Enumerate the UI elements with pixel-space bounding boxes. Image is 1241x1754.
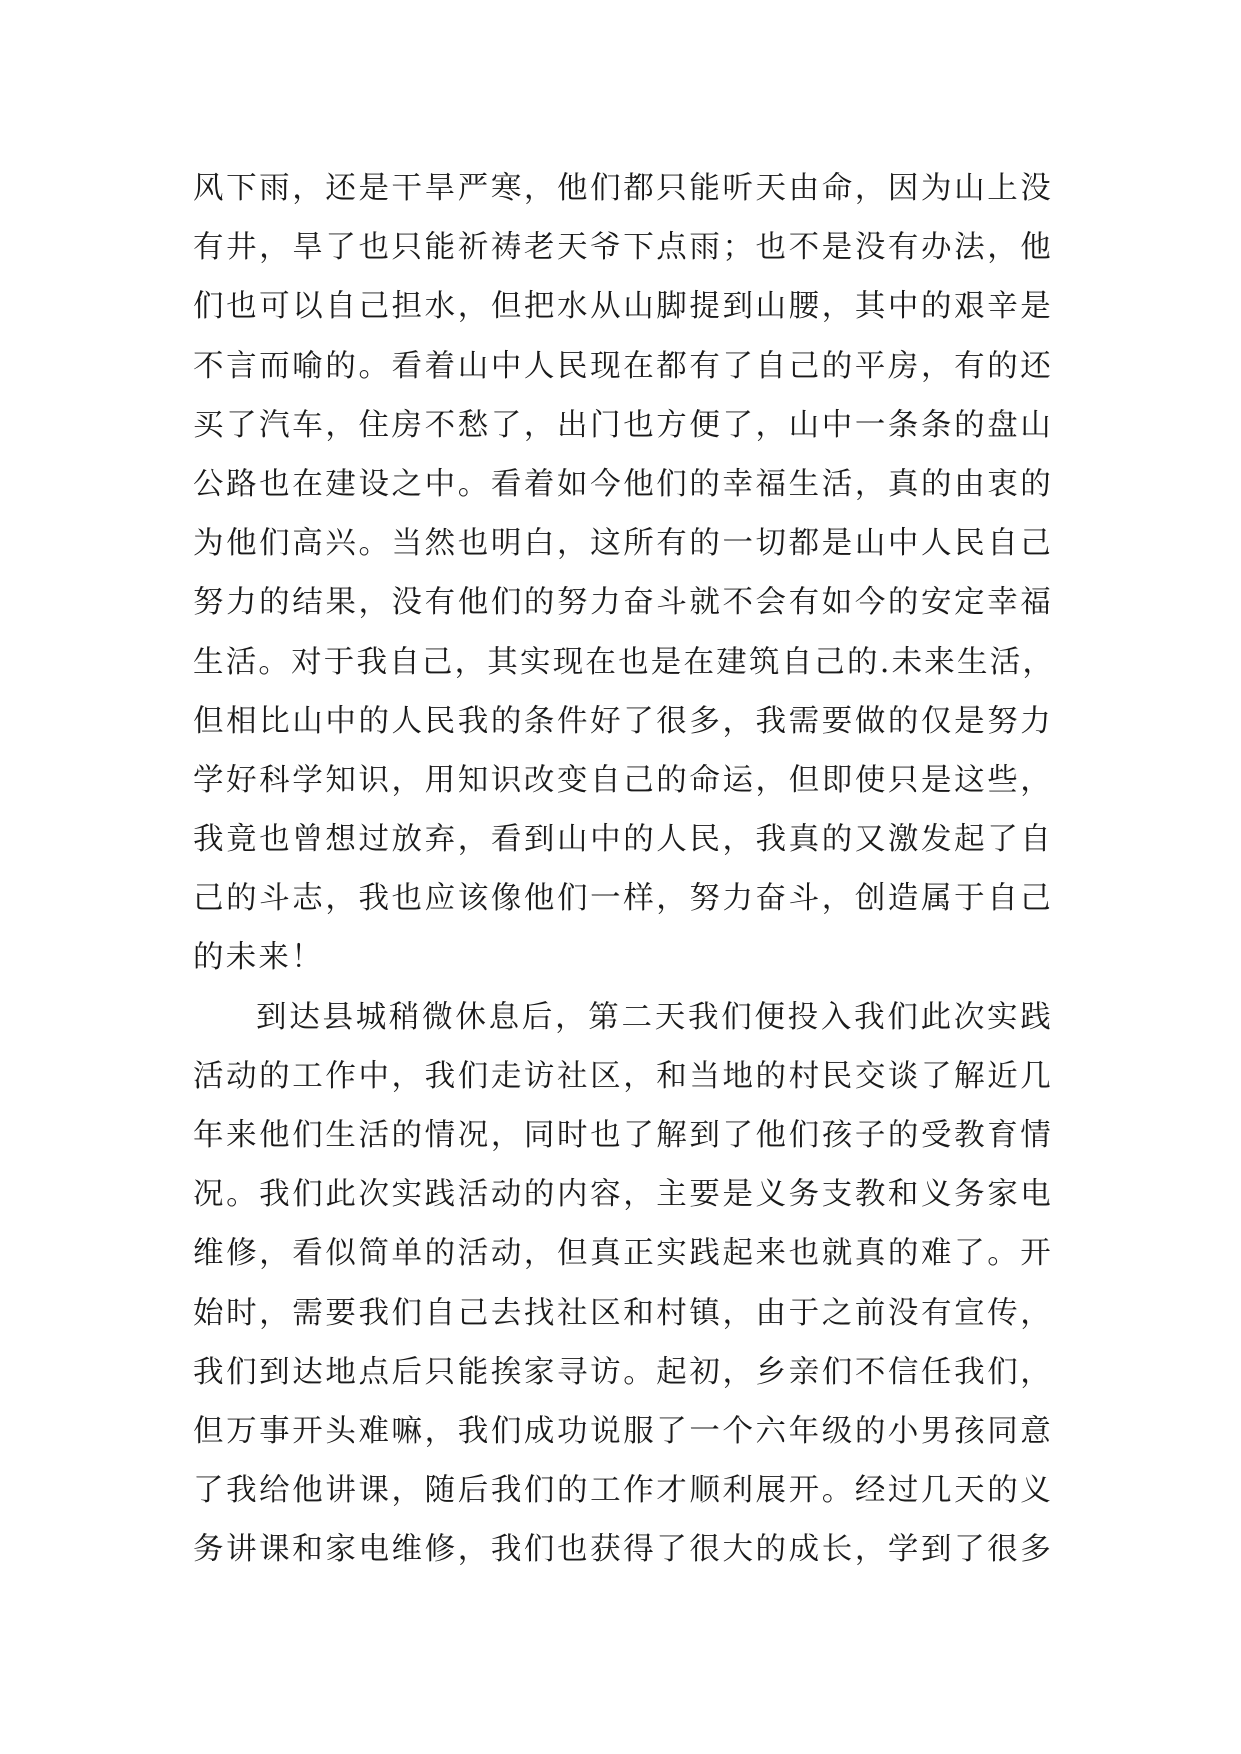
text-line: 了我给他讲课，随后我们的工作才顺利展开。经过几天的义 [193,1473,1053,1509]
paragraph-first-line: 到达县城稍微休息后，第二天我们便投入我们此次实践 [256,999,1053,1035]
text-line: 务讲课和家电维修，我们也获得了很大的成长，学到了很多 [193,1532,1053,1568]
body-text [193,159,1056,1580]
text-line: 但万事开头难嘛，我们成功说服了一个六年级的小男孩同意 [193,1413,1053,1449]
text-line: 风下雨，还是干旱严寒，他们都只能听天由命，因为山上没 [193,171,1053,206]
text-line: 努力的结果，没有他们的努力奋斗就不会有如今的安定幸福 [193,585,1053,621]
text-line: 公路也在建设之中。看着如今他们的幸福生活，真的由衷的 [193,466,1053,502]
text-line: 买了汽车，住房不愁了，出门也方便了，山中一条条的盘山 [193,407,1053,443]
text-line: 们也可以自己担水，但把水从山脚提到山腰，其中的艰辛是 [193,289,1053,325]
text-line: 维修，看似简单的活动，但真正实践起来也就真的难了。开 [193,1236,1053,1272]
text-line: 生活。对于我自己，其实现在也是在建筑自己的.未来生活， [193,644,1056,680]
text-line: 况。我们此次实践活动的内容，主要是义务支教和义务家电 [193,1177,1053,1213]
text-line: 学好科学知识，用知识改变自己的命运，但即使只是这些， [193,762,1053,798]
text-line: 我竟也曾想过放弃，看到山中的人民，我真的又激发起了自 [193,822,1053,858]
text-line: 我们到达地点后只能挨家寻访。起初，乡亲们不信任我们， [193,1354,1053,1390]
text-line: 的未来！ [193,940,324,976]
text-line: 活动的工作中，我们走访社区，和当地的村民交谈了解近几 [193,1058,1053,1094]
text-line: 年来他们生活的情况，同时也了解到了他们孩子的受教育情 [193,1118,1053,1153]
text-line: 己的斗志，我也应该像他们一样，努力奋斗，创造属于自己 [193,881,1053,917]
text-line: 有井，旱了也只能祈祷老天爷下点雨；也不是没有办法，他 [193,230,1053,266]
text-line: 为他们高兴。当然也明白，这所有的一切都是山中人民自己 [193,526,1053,562]
text-line: 但相比山中的人民我的条件好了很多，我需要做的仅是努力 [193,703,1053,739]
text-line: 不言而喻的。看着山中人民现在都有了自己的平房，有的还 [193,348,1053,384]
text-line: 始时，需要我们自己去找社区和村镇，由于之前没有宣传， [193,1295,1053,1331]
